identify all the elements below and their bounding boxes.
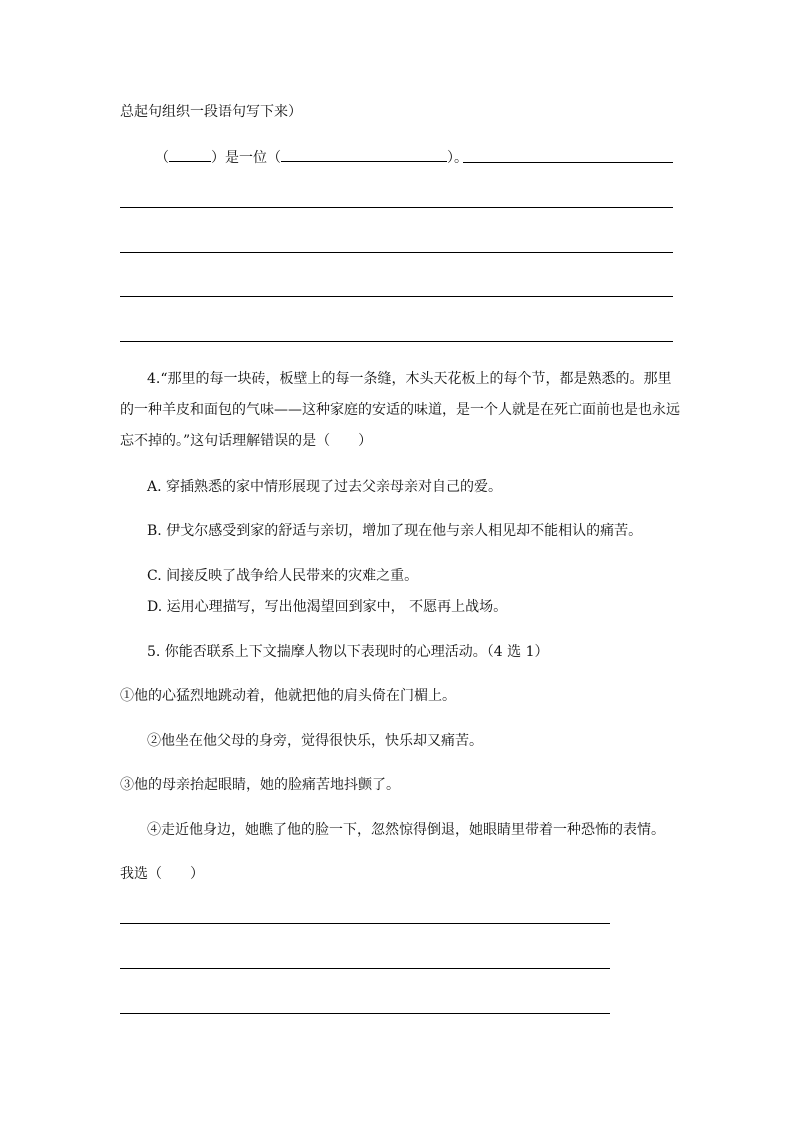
blank-name[interactable] (169, 147, 211, 162)
q4-option-c[interactable]: C. 间接反映了战争给人民带来的灾难之重。 (147, 568, 419, 584)
q5-item-4[interactable]: ④走近他身边，她瞧了他的脸一下，忽然惊得倒退，她眼睛里带着一种恐怖的表情。 (147, 822, 665, 838)
answer-line[interactable] (120, 296, 673, 297)
q5-item-2[interactable]: ②他坐在他父母的身旁，觉得很快乐，快乐却又痛苦。 (147, 733, 483, 749)
answer-line[interactable] (120, 968, 610, 969)
answer-line[interactable] (120, 341, 673, 342)
q4-stem-line-2: 的一种羊皮和面包的气味——这种家庭的安适的味道，是一个人就是在死亡面前也是也永远 (120, 402, 680, 418)
q4-stem-line-1: 4.“那里的每一块砖，板壁上的每一条缝，木头天花板上的每个节，都是熟悉的。那里 (147, 371, 672, 387)
q5-item-3[interactable]: ③他的母亲抬起眼睛，她的脸痛苦地抖颤了。 (120, 777, 400, 793)
fill-close-text: ）。 (447, 150, 468, 166)
q5-stem: 5. 你能否联系上下文揣摩人物以下表现时的心理活动。（4 选 1） (147, 644, 549, 660)
q4-option-a[interactable]: A. 穿插熟悉的家中情形展现了过去父亲母亲对自己的爱。 (147, 479, 503, 495)
q4-option-d[interactable]: D. 运用心理描写，写出他渴望回到家中， 不愿再上战场。 (147, 599, 508, 615)
q4-option-b[interactable]: B. 伊戈尔感受到家的舒适与亲切，增加了现在他与亲人相见却不能相认的痛苦。 (147, 523, 643, 539)
answer-line[interactable] (120, 252, 673, 253)
fill-middle-text: ）是一位（ (211, 150, 281, 166)
fill-in-sentence (155, 147, 468, 168)
answer-line[interactable] (120, 923, 610, 924)
answer-line[interactable] (463, 162, 673, 163)
fill-open-paren: （ (155, 150, 169, 166)
choose-prompt: 我选（ ） (120, 866, 204, 882)
answer-line[interactable] (120, 207, 673, 208)
blank-description[interactable] (281, 147, 447, 162)
q4-stem-line-3: 忘不掉的。”这句话理解错误的是（ ） (120, 433, 373, 449)
q5-item-1[interactable]: ①他的心猛烈地跳动着，他就把他的肩头倚在门楣上。 (120, 688, 456, 704)
intro-tail-text: 总起句组织一段语句写下来） (120, 104, 302, 120)
answer-line[interactable] (120, 1013, 610, 1014)
